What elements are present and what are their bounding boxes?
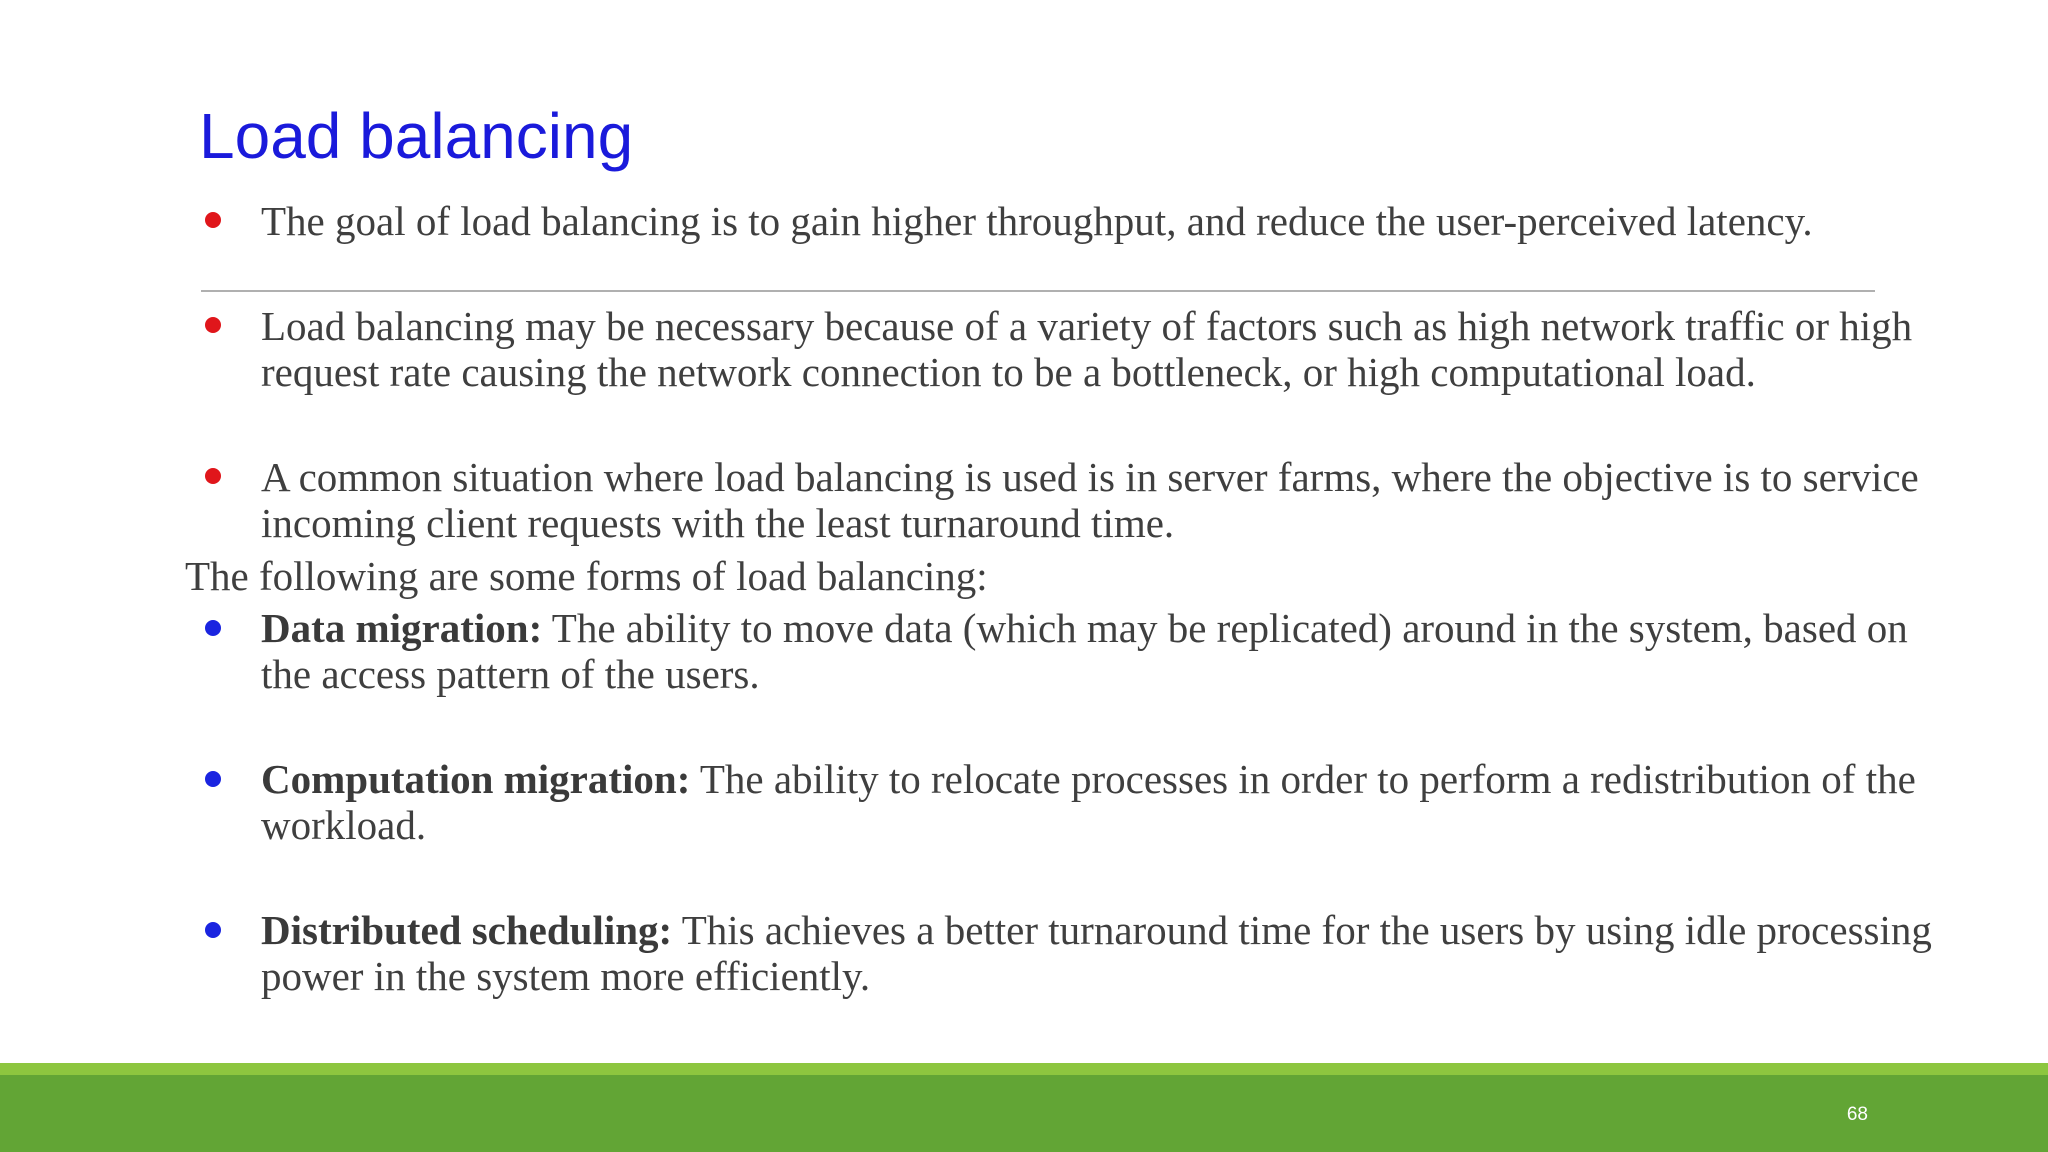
intro-line: The following are some forms of load balancing: xyxy=(185,553,988,599)
bullet-dot-icon xyxy=(205,212,221,228)
bullet-text xyxy=(261,605,1941,697)
bullet-dot-icon xyxy=(205,317,221,333)
term-label: Computation migration: xyxy=(261,756,691,802)
bullet-dot-icon xyxy=(205,468,221,484)
page-number: 68 xyxy=(1846,1104,1868,1125)
bullet-text: The goal of load balancing is to gain higher throughput, and reduce the user-perceived latency. xyxy=(261,198,1813,244)
footer-accent-bar xyxy=(0,1063,2048,1075)
bullet-text: Load balancing may be necessary because of a variety of factors such as high network traffic or high request rate causing the network connection to be a bottleneck, or high computational load. xyxy=(261,303,1913,395)
bullet-dot-icon xyxy=(205,771,221,787)
bullet-dot-icon xyxy=(205,620,221,636)
term-description: The ability to move data (which may be replicated) around in the system, based on the access pattern of the users. xyxy=(261,605,1908,697)
term-label: Distributed scheduling: xyxy=(261,907,673,953)
bullet-text: A common situation where load balancing is used is in server farms, where the objective is to service incoming client requests with the least turnaround time. xyxy=(261,454,1919,546)
footer-bar xyxy=(0,1075,2048,1152)
term-description: The ability to relocate processes in order to perform a redistribution of the workload. xyxy=(261,756,1916,848)
slide-title: Load balancing xyxy=(199,100,634,172)
divider xyxy=(201,290,1875,292)
bullet-text xyxy=(261,907,1941,999)
bullet-text xyxy=(261,756,1941,848)
bullet-dot-icon xyxy=(205,922,221,938)
term-description: This achieves a better turnaround time for the users by using idle processing power in the system more efficiently. xyxy=(261,907,1932,999)
term-label: Data migration: xyxy=(261,605,543,651)
